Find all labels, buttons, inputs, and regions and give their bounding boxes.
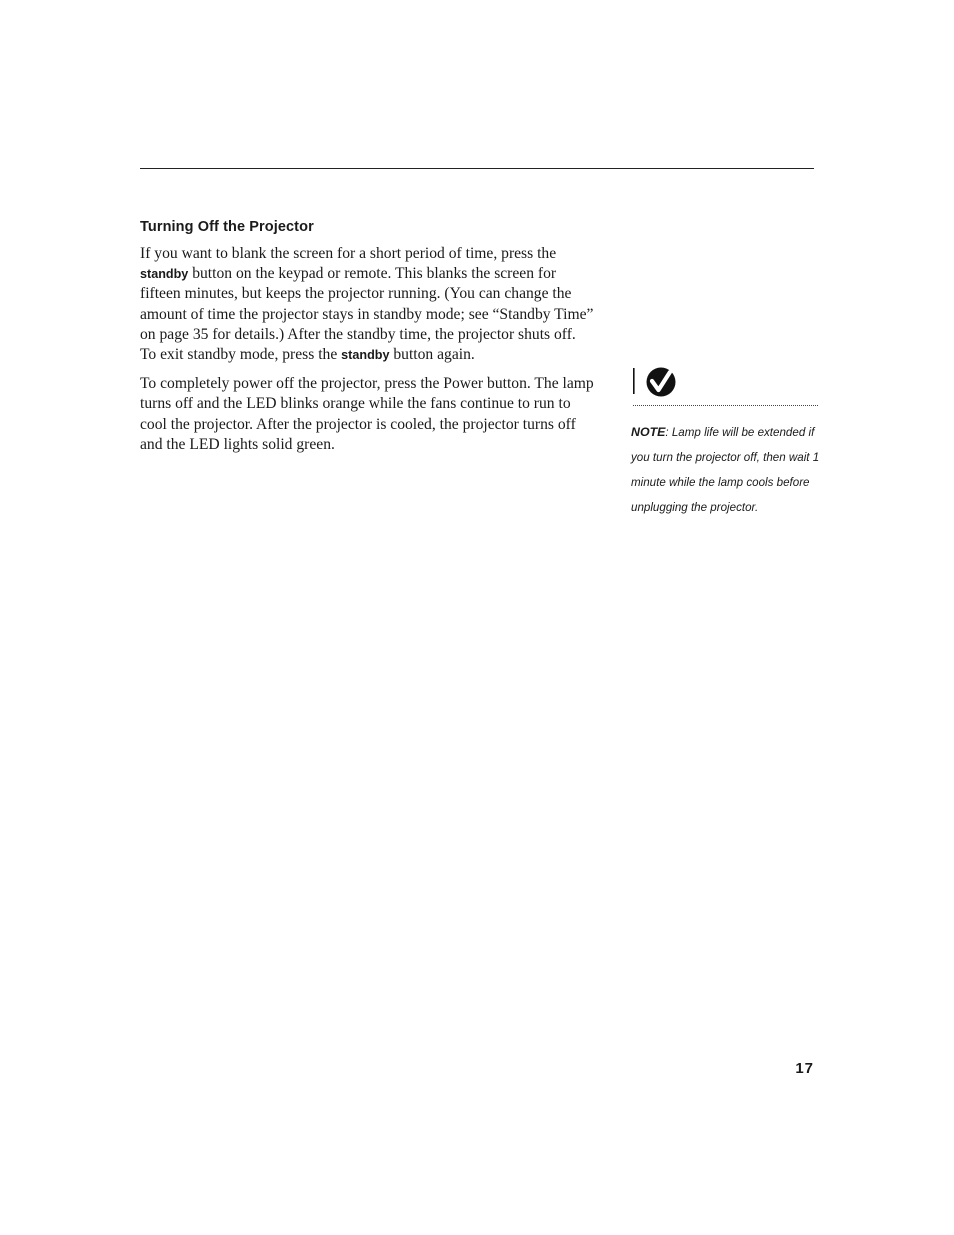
paragraph-standby-text-3: button again. <box>389 346 475 364</box>
note-label: NOTE <box>631 425 666 439</box>
paragraph-standby-text-2: button on the keypad or remote. This blanks the screen for fifteen minutes, but keeps the projector running. (You can change the amount of time the projector stays in standby mode; see “Standby Time” on page 35 for details.) After the standby time, the projector shuts off. To exit standby mode, press the <box>140 265 594 364</box>
paragraph-power-off: To completely power off the projector, press the Power button. The lamp turns off and the LED blinks orange while the fans continue to run to cool the projector. After the projector is cooled, the projector turns off and the LED lights solid green. <box>140 375 594 453</box>
body-text <box>140 244 595 464</box>
note-text <box>631 420 821 520</box>
standby-key-label: standby <box>140 267 189 282</box>
standby-key-label: standby <box>341 348 390 363</box>
header-rule <box>140 168 814 169</box>
note-body: : Lamp life will be extended if you turn the projector off, then wait 1 minute while the lamp cools before unplugging the projector. <box>631 426 820 514</box>
paragraph-standby <box>140 244 595 365</box>
page-number: 17 <box>795 1060 814 1077</box>
note-divider <box>633 405 818 406</box>
note-checkmark-icon <box>633 366 679 398</box>
section-heading: Turning Off the Projector <box>140 219 314 235</box>
paragraph-standby-text-1: If you want to blank the screen for a short period of time, press the <box>140 245 557 262</box>
